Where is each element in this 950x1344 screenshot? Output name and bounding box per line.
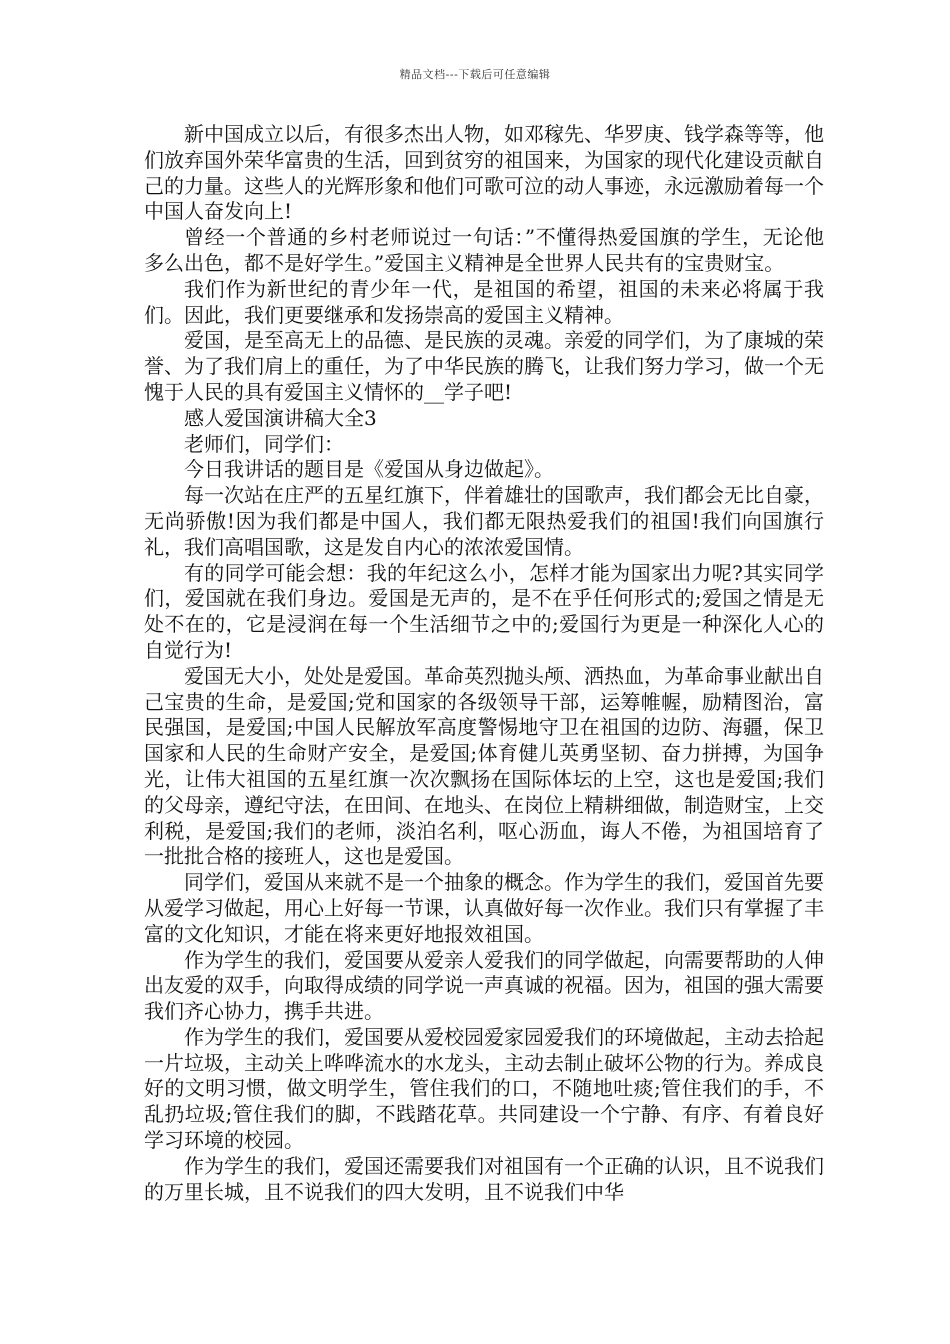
- paragraph: 爱国无大小，处处是爱国。革命英烈抛头颅、洒热血，为革命事业献出自己宝贵的生命，是爱国;党和国家的各级领导干部，运筹帷幄，励精图治，富民强国，是爱国;中国人民解放军高度警惕地守卫在祖国的边防、海疆，保卫国家和人民的生命财产安全，是爱国;体育健儿英勇坚韧、奋力拼搏，为国争光，让伟大祖国的五星红旗一次次飘扬在国际体坛的上空，这也是爱国;我们的父母亲，遵纪守法，在田间、在地头、在岗位上精耕细做，制造财宝，上交利税，是爱国;我们的老师，淡泊名利，呕心沥血，诲人不倦，为祖国培育了一批批合格的接班人，这也是爱国。: [144, 663, 824, 869]
- page-header: 精品文档---下载后可任意编辑: [399, 68, 551, 81]
- paragraph: 作为学生的我们，爱国还需要我们对祖国有一个正确的认识，且不说我们的万里长城，且不说我们的四大发明，且不说我们中华: [144, 1153, 824, 1204]
- paragraph: 今日我讲话的题目是《爱国从身边做起》。: [184, 457, 554, 482]
- paragraph: 有的同学可能会想：我的年纪这么小，怎样才能为国家出力呢?其实同学们，爱国就在我们身边。爱国是无声的，是不在乎任何形式的;爱国之情是无处不在的，它是浸润在每一个生活细节之中的;爱国行为更是一种深化人心的自觉行为!: [144, 560, 824, 662]
- paragraph: 每一次站在庄严的五星红旗下，伴着雄壮的国歌声，我们都会无比自豪，无尚骄傲!因为我们都是中国人，我们都无限热爱我们的祖国!我们向国旗行礼，我们高唱国歌，这是发自内心的浓浓爱国情。: [144, 483, 824, 559]
- paragraph: 我们作为新世纪的青少年一代，是祖国的希望，祖国的未来必将属于我们。因此，我们更要继承和发扬崇高的爱国主义精神。: [144, 276, 824, 327]
- document-body: [144, 122, 824, 1205]
- paragraph: 作为学生的我们，爱国要从爱校园爱家园爱我们的环境做起，主动去拾起一片垃圾，主动关上哗哗流水的水龙头，主动去制止破坏公物的行为。养成良好的文明习惯，做文明学生，管住我们的口，不随地吐痰;管住我们的手，不乱扔垃圾;管住我们的脚，不践踏花草。共同建设一个宁静、有序、有着良好学习环境的校园。: [144, 1024, 824, 1153]
- paragraph: 作为学生的我们，爱国要从爱亲人爱我们的同学做起，向需要帮助的人伸出友爱的双手，向取得成绩的同学说一声真诚的祝福。因为，祖国的强大需要我们齐心协力，携手共进。: [144, 947, 824, 1024]
- paragraph: 新中国成立以后，有很多杰出人物，如邓稼先、华罗庚、钱学森等等，他们放弃国外荣华富贵的生活，回到贫穷的祖国来，为国家的现代化建设贡献自己的力量。这些人的光辉形象和他们可歌可泣的动人事迹，永远激励着每一个中国人奋发向上!: [144, 122, 824, 224]
- salutation: 老师们，同学们：: [184, 431, 344, 456]
- section-title: 感人爱国演讲稿大全3: [184, 405, 377, 430]
- paragraph: 同学们，爱国从来就不是一个抽象的概念。作为学生的我们，爱国首先要从爱学习做起，用心上好每一节课，认真做好每一次作业。我们只有掌握了丰富的文化知识，才能在将来更好地报效祖国。: [144, 870, 824, 946]
- paragraph: 爱国，是至高无上的品德、是民族的灵魂。亲爱的同学们，为了康城的荣誉、为了我们肩上的重任，为了中华民族的腾飞，让我们努力学习，做一个无愧于人民的具有爱国主义情怀的__学子吧!: [144, 328, 824, 404]
- paragraph: 曾经一个普通的乡村老师说过一句话：”不懂得热爱国旗的学生，无论他多么出色，都不是好学生。”爱国主义精神是全世界人民共有的宝贵财宝。: [144, 225, 824, 275]
